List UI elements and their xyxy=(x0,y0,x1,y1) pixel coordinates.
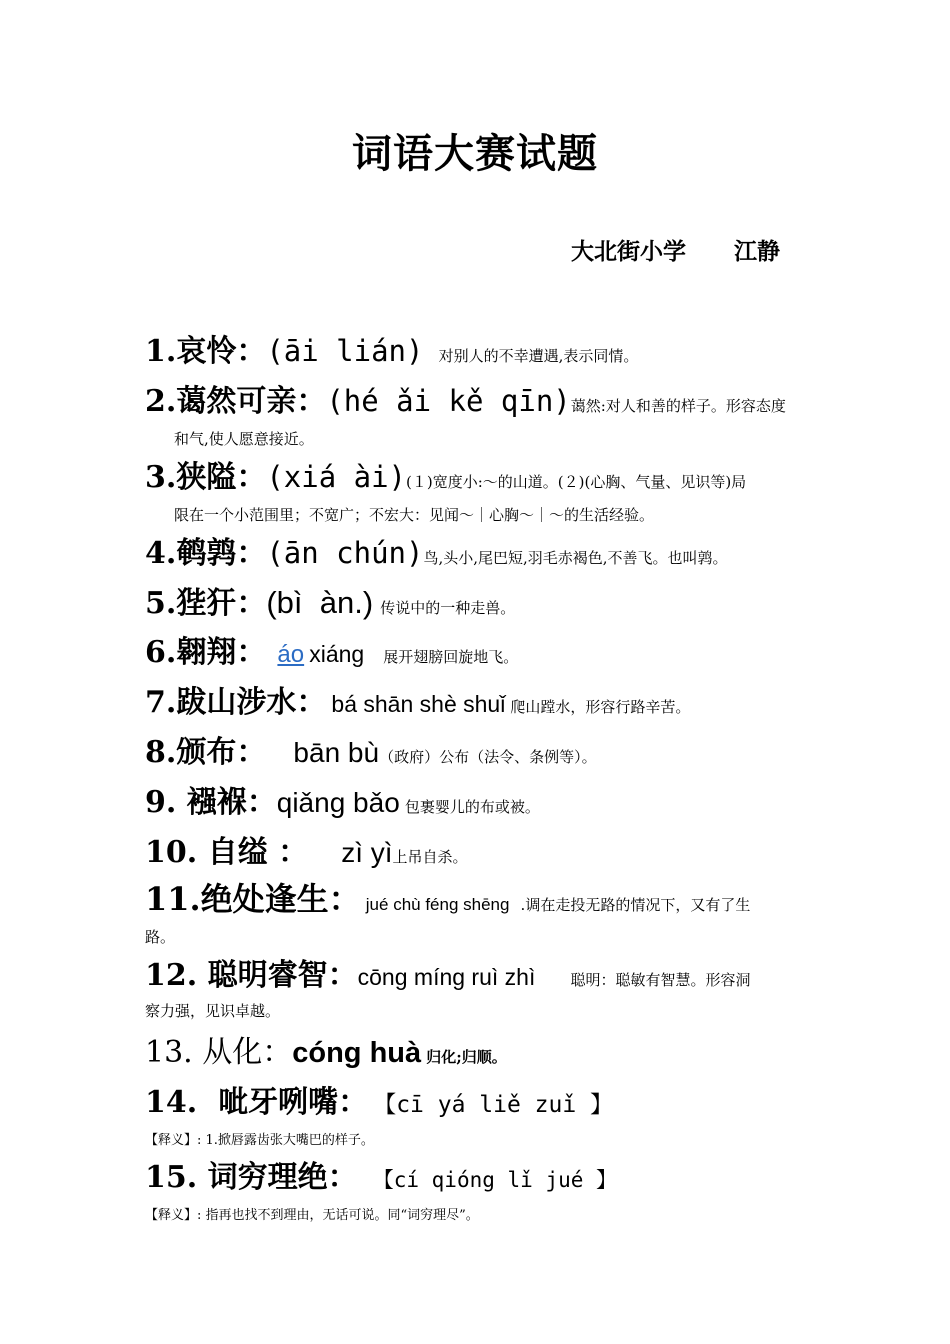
entry-definition: 【释义】: 指再也找不到理由，无话可说。同“词穷理尽”。 xyxy=(145,1208,479,1223)
entry-definition: 聪明：聪敏有智慧。形容洞 xyxy=(570,971,751,989)
entry-pinyin: zì yì xyxy=(341,837,393,868)
entry-term: 14. 呲牙咧嘴： xyxy=(145,1085,369,1120)
entry-11 xyxy=(145,874,810,947)
entry-pinyin: xiáng xyxy=(309,641,365,667)
entry-term: 15. 词穷理绝： xyxy=(145,1160,358,1195)
entry-term: 2.蔼然可亲： xyxy=(145,384,327,419)
entry-definition-cont: 察力强，见识卓越。 xyxy=(145,1002,281,1020)
entry-pinyin: (āi lián) xyxy=(266,334,424,368)
entry-4 xyxy=(145,528,810,572)
entry-5 xyxy=(145,578,810,622)
entry-1 xyxy=(145,326,810,370)
entry-term: 13. 从化： xyxy=(145,1035,293,1070)
entry-10 xyxy=(145,827,810,871)
entry-term: 5.狴犴： xyxy=(145,586,267,621)
entry-pinyin: qiǎng bǎo xyxy=(276,787,400,818)
entry-13 xyxy=(145,1027,810,1071)
entry-definition-cont: 和气,使人愿意接近。 xyxy=(174,430,314,448)
entry-definition: 传说中的一种走兽。 xyxy=(380,599,516,617)
entry-definition: 包裹婴儿的布或被。 xyxy=(404,798,540,816)
entry-definition: 鸟,头小,尾巴短,羽毛赤褐色,不善飞。也叫鹑。 xyxy=(423,549,728,567)
entry-pinyin: bān bù xyxy=(293,737,380,768)
entry-term: 8.颁布： xyxy=(145,735,267,770)
entry-term: 7.跋山涉水： xyxy=(145,685,327,720)
entry-6 xyxy=(145,627,810,671)
entry-9 xyxy=(145,777,810,821)
entry-definition-cont: 路。 xyxy=(145,928,176,946)
entry-definition: 展开翅膀回旋地飞。 xyxy=(383,648,519,666)
entry-term: 11.绝处逢生： xyxy=(145,880,361,918)
entry-2 xyxy=(145,376,810,449)
entry-definition: 【释义】: 1.掀唇露齿张大嘴巴的样子。 xyxy=(145,1133,374,1148)
entry-definition: 对别人的不幸遭遇,表示同情。 xyxy=(438,347,639,365)
entry-definition: 上吊自杀。 xyxy=(392,848,468,866)
entry-12 xyxy=(145,950,810,1021)
entry-definition: 爬山蹚水，形容行路辛苦。 xyxy=(510,698,691,716)
entry-term: 12. 聪明睿智： xyxy=(145,958,358,993)
entry-term: 4.鹌鹑： xyxy=(145,536,267,571)
entry-7 xyxy=(145,677,810,721)
entry-definition: （政府）公布（法令、条例等）。 xyxy=(379,748,597,766)
entry-term: 6.翱翔： xyxy=(145,635,267,670)
entry-8 xyxy=(145,727,810,771)
pinyin-link[interactable]: áo xyxy=(277,641,305,668)
entry-term: 1.哀怜： xyxy=(145,334,267,369)
entry-15 xyxy=(145,1152,810,1223)
entry-definition: .调在走投无路的情况下，又有了生 xyxy=(520,896,751,914)
entry-pinyin: 【cí qióng lǐ jué 】 xyxy=(372,1168,618,1192)
author-line: 大北街小学 江静 xyxy=(571,238,781,265)
entry-definition: 蔼然:对人和善的样子。形容态度 xyxy=(570,397,786,415)
entry-pinyin: jué chù féng shēng xyxy=(365,895,510,914)
entry-pinyin: cóng huà xyxy=(292,1037,422,1069)
entry-term: 3.狭隘： xyxy=(145,460,267,495)
entry-pinyin: cōng míng ruì zhì xyxy=(357,964,536,990)
entry-pinyin: (hé ǎi kě qīn) xyxy=(326,384,571,418)
entry-pinyin: (bì àn.) xyxy=(266,585,374,620)
entry-3 xyxy=(145,452,810,525)
entry-pinyin: bá shān shè shuǐ xyxy=(331,691,506,717)
entry-pinyin: 【cī yá liě zuǐ 】 xyxy=(373,1092,614,1118)
entry-term: 10. 自缢 ： xyxy=(145,835,309,870)
entry-pinyin: (ān chún) xyxy=(266,536,424,570)
page-title: 词语大赛试题 xyxy=(352,130,598,177)
entry-pinyin: (xiá ài) xyxy=(266,460,407,494)
entry-term: 9. 襁褓： xyxy=(145,785,277,820)
entry-definition: (１)宽度小:～的山道。(２)(心胸、气量、见识等)局 xyxy=(406,473,747,491)
entry-definition: 归化;归顺。 xyxy=(426,1048,507,1066)
entry-14 xyxy=(145,1077,810,1148)
entry-definition-cont: 限在一个小范围里；不宽广；不宏大：见闻～｜心胸～｜～的生活经验。 xyxy=(174,506,655,524)
